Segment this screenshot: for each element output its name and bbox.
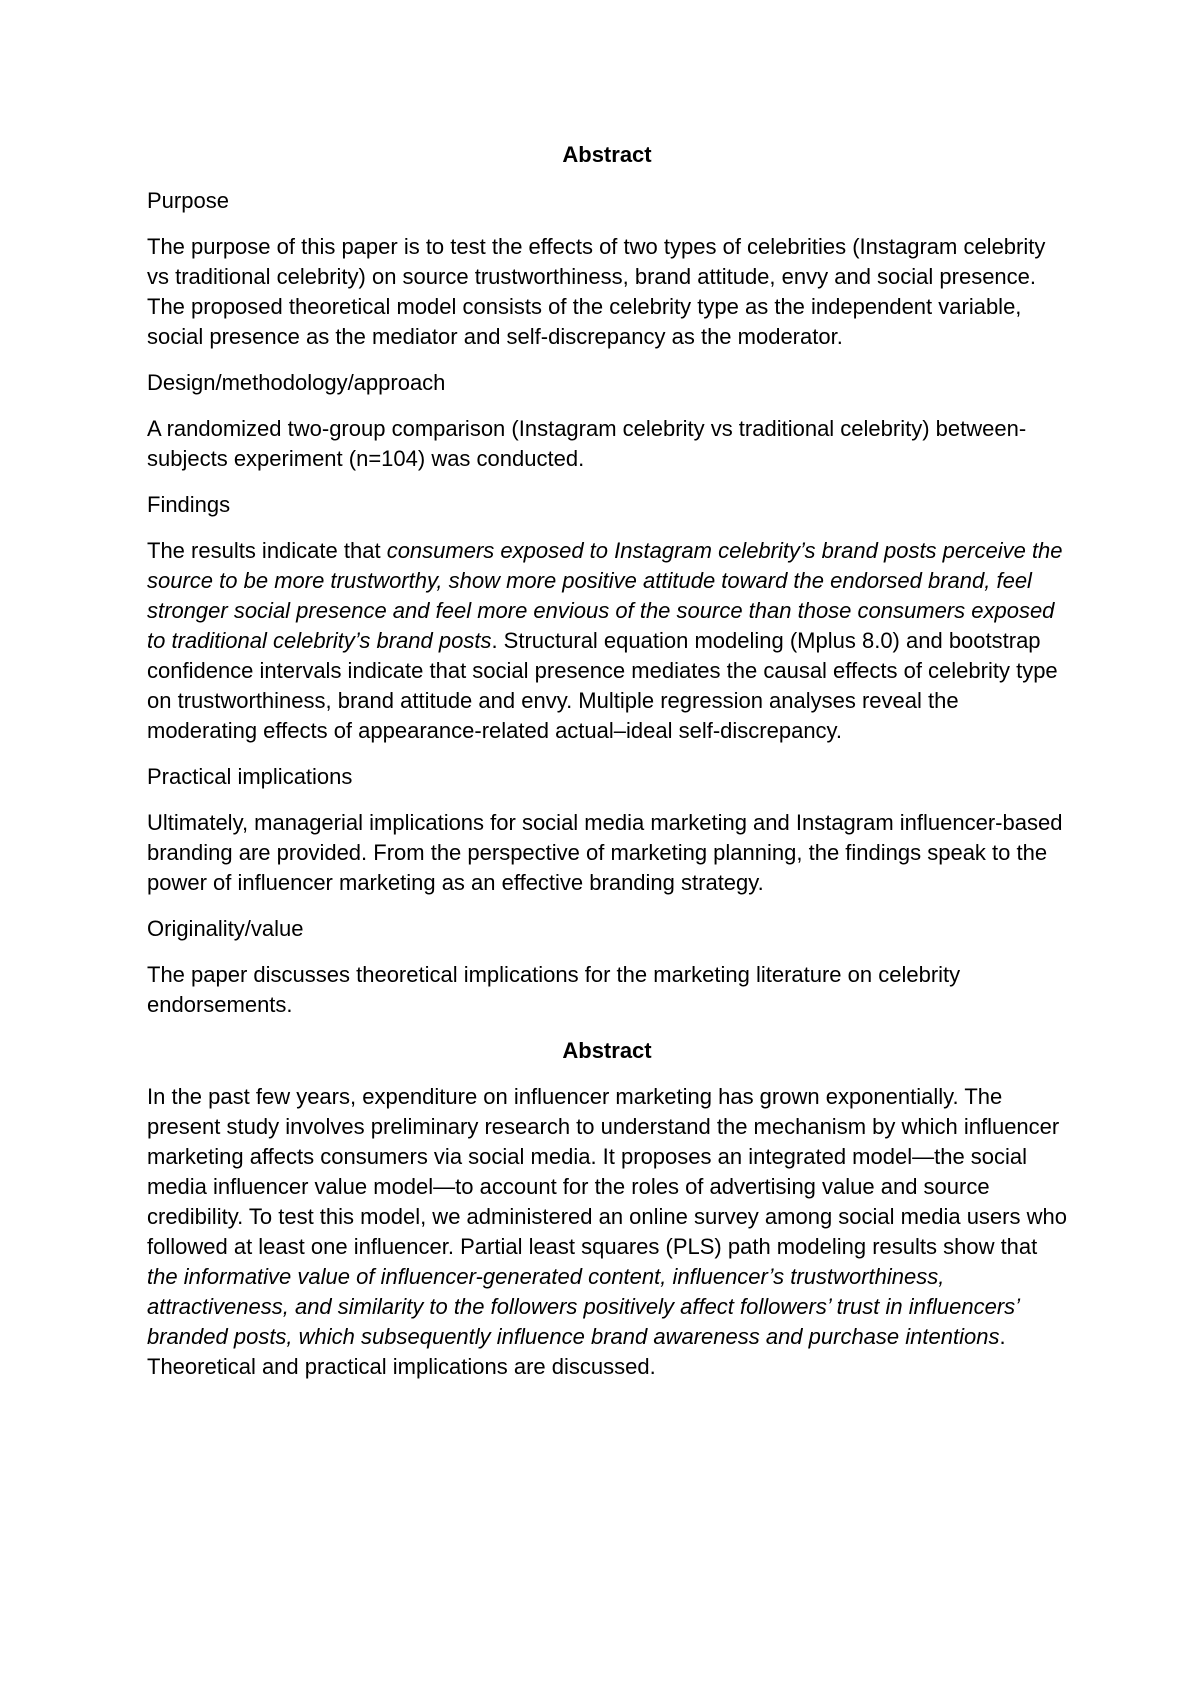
findings-heading: Findings [147, 492, 231, 517]
design-text: A randomized two-group comparison (Instagram celebrity vs traditional celebrity) between-subjects experiment (n=104) was conducted. [147, 416, 1027, 471]
findings-text-lead: The results indicate that [147, 538, 387, 563]
originality-heading: Originality/value [147, 916, 304, 941]
findings-text-rest: . Structural equation modeling (Mplus 8.0) and bootstrap confidence intervals indicate that social presence mediates the causal effects of celebrity type on trustworthiness, brand attitude and envy. Multiple regression analyses reveal the moderating effects of appearance-related actual–ideal self-discrepancy. [147, 628, 1058, 743]
practical-heading: Practical implications [147, 764, 353, 789]
findings-text-italic: consumers exposed to Instagram celebrity’s brand posts perceive the source to be more trustworthy, show more positive attitude toward the endorsed brand, feel stronger social presence and feel more envious of the source than those consumers exposed to traditional celebrity’s brand posts [147, 538, 1063, 653]
document-page [147, 140, 1067, 1398]
second-abstract-lead: In the past few years, expenditure on influencer marketing has grown exponentially. The present study involves preliminary research to understand the mechanism by which influencer marketing affects consumers via social media. It proposes an integrated model—the social media influencer value model—to account for the roles of advertising value and source credibility. To test this model, we administered an online survey among social media users who followed at least one influencer. Partial least squares (PLS) path modeling results show that [147, 1084, 1067, 1259]
second-abstract-text [147, 1082, 1067, 1382]
second-abstract-italic: the informative value of influencer-generated content, influencer’s trustworthiness, attractiveness, and similarity to the followers positively affect followers’ trust in influencers’ branded posts, which subsequently influence brand awareness and purchase intentions [147, 1264, 1019, 1349]
second-abstract-rest: . Theoretical and practical implications are discussed. [147, 1324, 1006, 1379]
purpose-text: The purpose of this paper is to test the effects of two types of celebrities (Instagram celebrity vs traditional celebrity) on source trustworthiness, brand attitude, envy and social presence. The proposed theoretical model consists of the celebrity type as the independent variable, social presence as the mediator and self-discrepancy as the moderator. [147, 234, 1046, 349]
originality-text: The paper discusses theoretical implications for the marketing literature on celebrity endorsements. [147, 962, 961, 1017]
second-abstract-title: Abstract [562, 1038, 652, 1063]
findings-text [147, 536, 1067, 746]
practical-text: Ultimately, managerial implications for social media marketing and Instagram influencer-based branding are provided. From the perspective of marketing planning, the findings speak to the power of influencer marketing as an effective branding strategy. [147, 810, 1063, 895]
purpose-heading: Purpose [147, 188, 229, 213]
abstract-title: Abstract [562, 142, 652, 167]
design-heading: Design/methodology/approach [147, 370, 446, 395]
